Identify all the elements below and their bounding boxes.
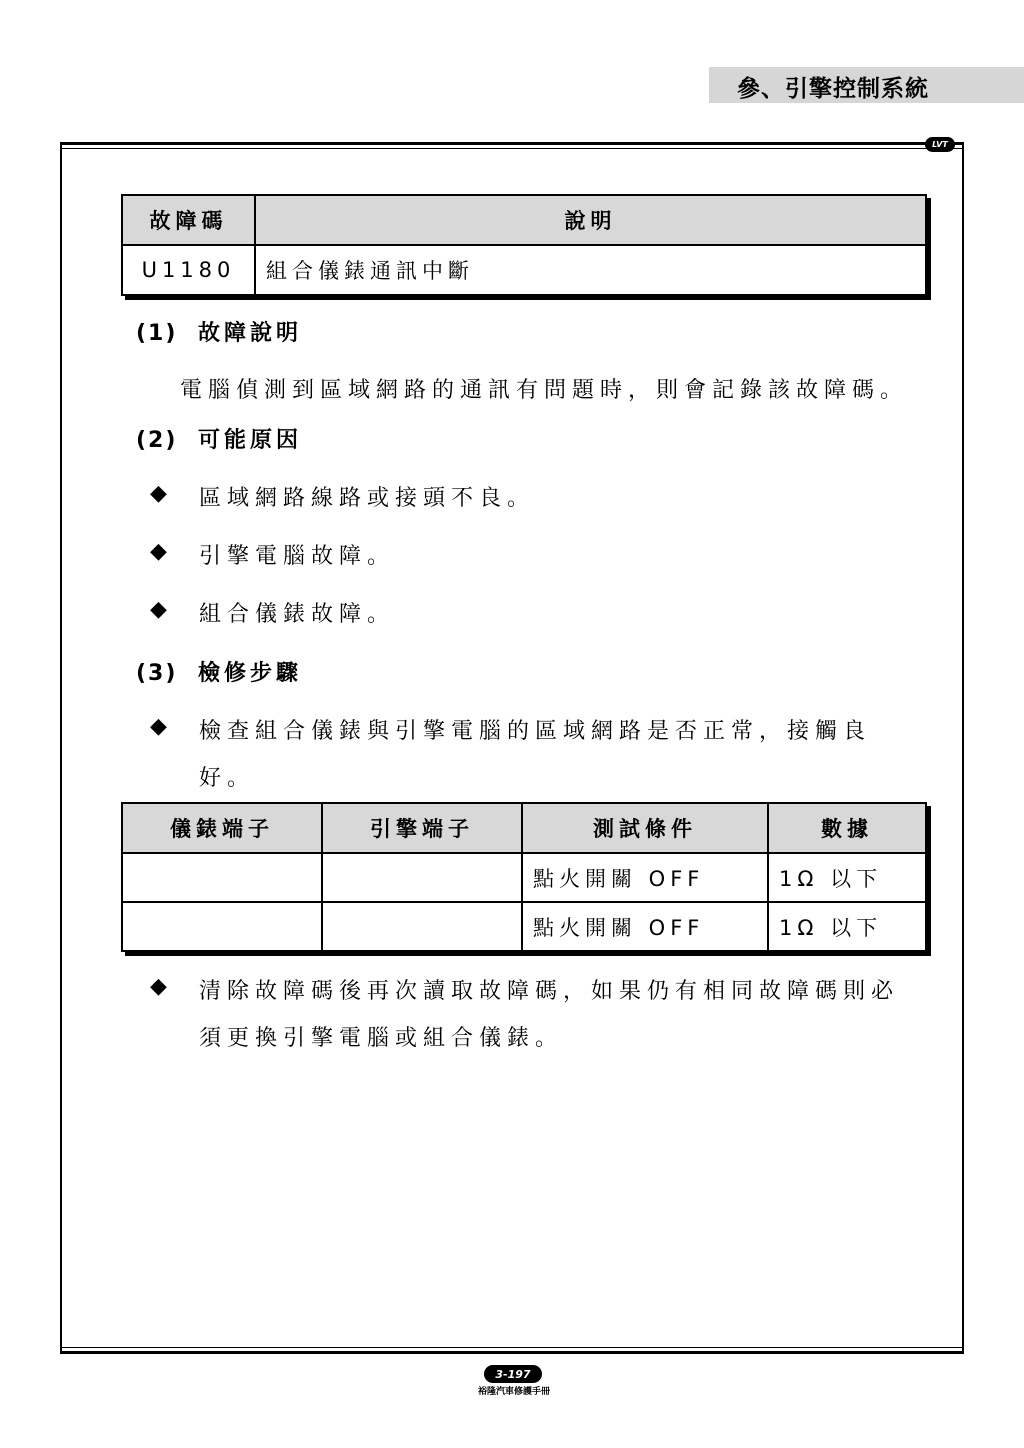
- meter-terminal-cell: [122, 902, 322, 951]
- bullet-icon: ◆: [150, 539, 167, 564]
- frame-bottom-line-thin: [60, 1347, 964, 1348]
- section-heading: [136, 656, 302, 687]
- test-condition-header: 測試條件: [522, 803, 768, 853]
- data-cell: 1Ω 以下: [768, 853, 926, 902]
- section-title: 可能原因: [198, 428, 303, 453]
- description-header: 說明: [255, 195, 926, 245]
- step-text: 清除故障碼後再次讀取故障碼，如果仍有相同故障碼則必: [199, 979, 900, 1004]
- section-number: (2): [136, 428, 178, 453]
- list-item: 引擎電腦故障。: [199, 544, 396, 569]
- step-text: 好。: [199, 766, 256, 791]
- engine-terminal-cell: [322, 853, 522, 902]
- fault-description-cell: 組合儀錶通訊中斷: [255, 245, 926, 295]
- bullet-icon: ◆: [150, 597, 167, 622]
- fault-code-cell: U1180: [122, 245, 255, 295]
- page-number: 3-197: [484, 1365, 542, 1383]
- frame-right-line: [962, 142, 964, 1354]
- brand-logo: LVT: [925, 137, 955, 152]
- test-condition-cell: 點火開關 OFF: [522, 902, 768, 951]
- frame-left-line: [60, 142, 62, 1354]
- list-item: 區域網路線路或接頭不良。: [199, 486, 536, 511]
- chapter-header: [709, 67, 1024, 103]
- section-number: (3): [136, 661, 178, 686]
- meter-terminal-cell: [122, 853, 322, 902]
- fault-code-header: 故障碼: [122, 195, 255, 245]
- chapter-title: 參、引擎控制系統: [737, 76, 929, 102]
- footer-caption: 裕隆汽車修護手冊: [477, 1387, 550, 1397]
- bullet-icon: ◆: [150, 974, 167, 999]
- step-text: 須更換引擎電腦或組合儀錶。: [199, 1026, 564, 1051]
- bullet-icon: ◆: [150, 714, 167, 739]
- data-header: 數據: [768, 803, 926, 853]
- engine-terminal-header: 引擎端子: [322, 803, 522, 853]
- section-title: 故障說明: [198, 321, 303, 346]
- section-number: (1): [136, 321, 178, 346]
- section-title: 檢修步驟: [198, 661, 303, 686]
- frame-top-line: [60, 142, 964, 145]
- list-item: 組合儀錶故障。: [199, 602, 396, 627]
- frame-top-line-thin: [60, 148, 964, 149]
- engine-terminal-cell: [322, 902, 522, 951]
- section-heading: [136, 316, 302, 347]
- bullet-icon: ◆: [150, 481, 167, 506]
- table-row: [122, 902, 926, 951]
- test-table: [121, 802, 927, 952]
- table-row: [122, 245, 926, 295]
- test-condition-cell: 點火開關 OFF: [522, 853, 768, 902]
- step-text: 檢查組合儀錶與引擎電腦的區域網路是否正常，接觸良: [199, 719, 872, 744]
- meter-terminal-header: 儀錶端子: [122, 803, 322, 853]
- table-row: [122, 853, 926, 902]
- fault-explanation-text: 電腦偵測到區域網路的通訊有問題時，則會記錄該故障碼。: [180, 378, 909, 403]
- data-cell: 1Ω 以下: [768, 902, 926, 951]
- frame-bottom-line: [60, 1351, 964, 1354]
- fault-code-table: [121, 194, 927, 296]
- section-heading: [136, 423, 302, 454]
